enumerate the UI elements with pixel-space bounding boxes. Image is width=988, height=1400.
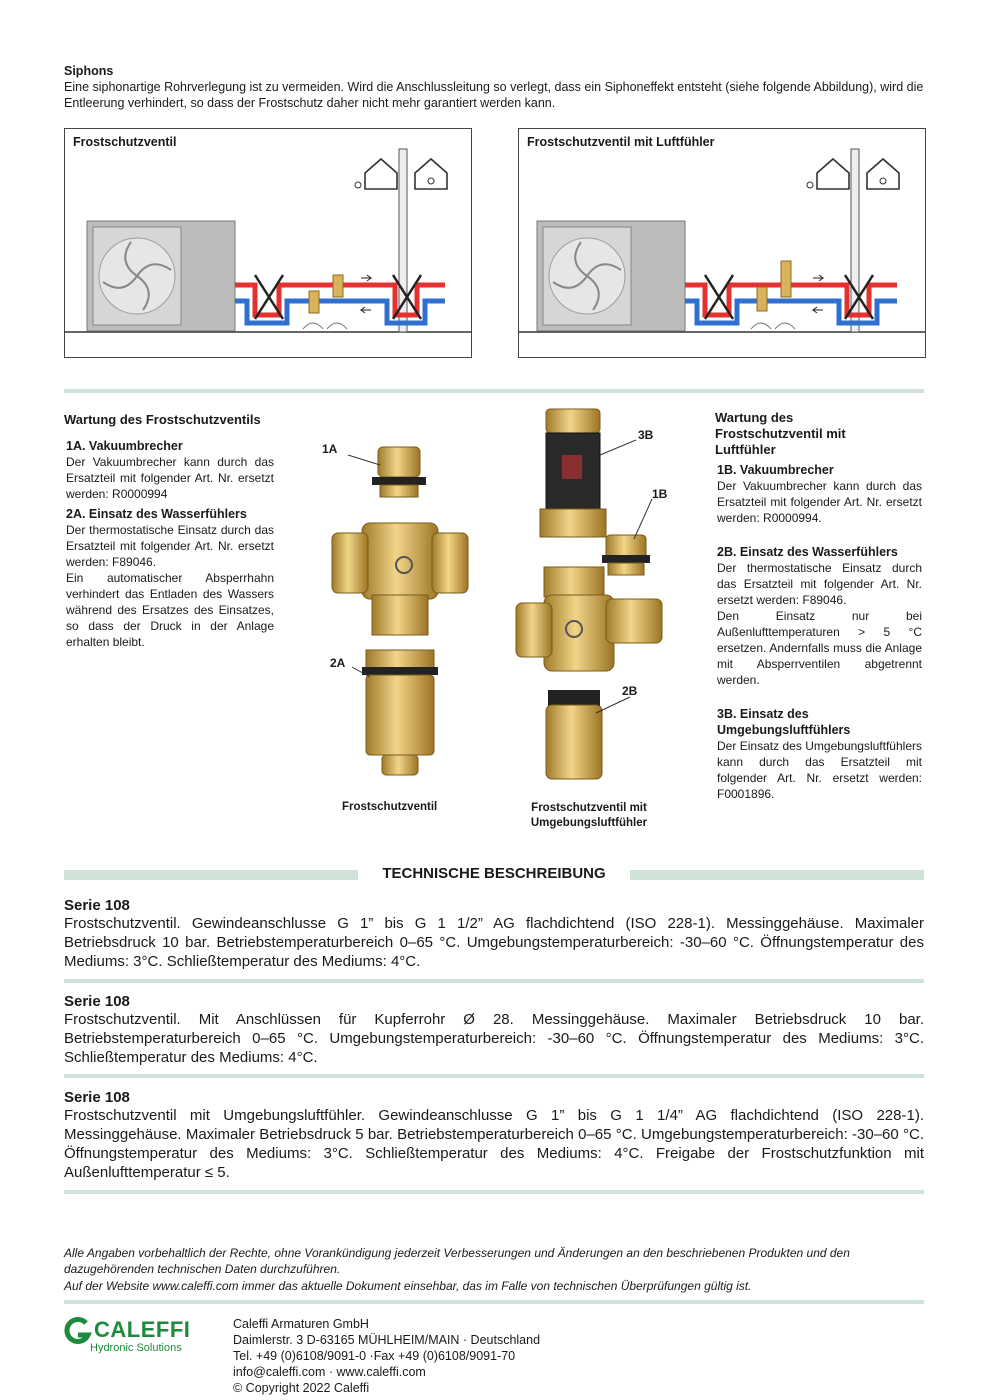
item-heading: 2A. Einsatz des Wasserfühlers bbox=[66, 507, 247, 521]
label-1b: 1B bbox=[652, 487, 668, 501]
item-heading: 1B. Vakuumbrecher bbox=[717, 463, 834, 477]
caption-right: Frostschutzventil mit Umgebungsluftfühler bbox=[530, 802, 648, 829]
company-street: Daimlerstr. 3 D-63165 MÜHLHEIM/MAIN · Deutschland bbox=[233, 1333, 541, 1347]
company-address bbox=[233, 1316, 540, 1396]
company-web[interactable]: info@caleffi.com · www.caleffi.com bbox=[233, 1365, 426, 1379]
diagram-frostschutzventil bbox=[64, 128, 472, 358]
siphon-illustration bbox=[519, 129, 925, 357]
section-divider bbox=[64, 979, 924, 983]
logo-tagline: Hydronic Solutions bbox=[90, 1342, 182, 1354]
label-1a: 1A bbox=[322, 442, 338, 456]
series-title: Serie 108 bbox=[64, 993, 130, 1010]
series-block bbox=[64, 1089, 924, 1182]
siphon-illustration bbox=[65, 129, 471, 357]
section-divider bbox=[64, 1074, 924, 1078]
item-heading: 1A. Vakuumbrecher bbox=[66, 439, 183, 453]
diagram-title: Frostschutzventil bbox=[73, 135, 177, 149]
maintenance-left-title: Wartung des Frostschutzventils bbox=[64, 412, 261, 427]
heading-bar-right bbox=[630, 870, 924, 880]
product-illustration bbox=[300, 405, 700, 835]
series-block bbox=[64, 993, 924, 1067]
caleffi-logo bbox=[64, 1317, 224, 1357]
label-2b: 2B bbox=[622, 684, 638, 698]
item-heading: 3B. Einsatz des Umgebungsluftfühlers bbox=[717, 707, 851, 737]
maintenance-right-items bbox=[717, 462, 922, 802]
diagram-title: Frostschutzventil mit Luftfühler bbox=[527, 135, 715, 149]
siphons-title: Siphons bbox=[64, 64, 114, 78]
company-phone: Tel. +49 (0)6108/9091-0 ·Fax +49 (0)6108/9091-70 bbox=[233, 1349, 516, 1363]
logo-wordmark: CALEFFI bbox=[94, 1317, 191, 1342]
label-2a: 2A bbox=[330, 656, 346, 670]
section-divider bbox=[64, 1190, 924, 1194]
item-text: Der Vakuumbrecher kann durch das Ersatzteil mit folgender Art. Nr. ersetzt werden: R0000994 bbox=[66, 455, 274, 501]
company-name: Caleffi Armaturen GmbH bbox=[233, 1317, 369, 1331]
section-divider bbox=[64, 1300, 924, 1304]
series-title: Serie 108 bbox=[64, 897, 130, 914]
section-divider bbox=[64, 389, 924, 393]
caleffi-logo-icon bbox=[64, 1317, 92, 1345]
series-title: Serie 108 bbox=[64, 1089, 130, 1106]
maintenance-right-title: Wartung des Frostschutzventil mit Luftfühler bbox=[715, 410, 846, 457]
series-text: Frostschutzventil. Gewindeanschlusse G 1” bis G 1 1/2” AG flachdichtend (ISO 228-1). Messinggehäuse. Maximaler Betriebsdruck 10 bar. Betriebstemperaturbereich 0–65 °C. Umgebungstemperaturbereich: -30–60 °C. Öffnungstemperatur des Mediums: 3°C. Schließtemperatur des Mediums: 4°C. bbox=[64, 915, 924, 970]
heading-bar-left bbox=[64, 870, 358, 880]
copyright: © Copyright 2022 Caleffi bbox=[233, 1381, 370, 1395]
item-text: Der thermostatische Einsatz durch das Ersatzteil mit folgender Art. Nr. ersetzt werden: F89046. Den Einsatz nur bei Außenlufttemperaturen > 5 °C ersetzen. Andernfalls muss die Anlage mit Absperrventilen abgetrennt werden. bbox=[717, 561, 922, 687]
item-text: Der thermostatische Einsatz durch das Ersatzteil mit folgender Art. Nr. ersetzt werden: F89046. Ein automatischer Absperrhahn verhindert das Entladen des Wassers während des Ersatzes des Einsatzes, so dass der Druck in der Anlage erhalten bleibt. bbox=[66, 523, 274, 649]
item-text: Der Einsatz des Umgebungsluftfühlers kann durch das Ersatzteil mit folgender Art. Nr. ersetzt werden: F0001896. bbox=[717, 739, 922, 801]
maintenance-left-items bbox=[66, 438, 274, 650]
series-text: Frostschutzventil. Mit Anschlüssen für Kupferrohr Ø 28. Messinggehäuse. Maximaler Betriebsdruck 10 bar. Betriebstemperaturbereich 0–65 °C. Umgebungstemperaturbereich: -30–60 °C. Öffnungstemperatur des Mediums: 3°C. Schließtemperatur des Mediums: 4°C. bbox=[64, 1011, 924, 1066]
series-text: Frostschutzventil mit Umgebungsluftfühler. Gewindeanschlusse G 1” bis G 1 1/4” AG flachdichtend (ISO 228-1). Messinggehäuse. Maximaler Betriebsdruck 5 bar. Betriebstemperaturbereich 0–65 °C. Umgebungstemperaturbereich: -30–60 °C. Öffnungstemperatur des Mediums: 3°C. Schließtemperatur des Mediums: 4°C. Freigabe der Frostschutzfunktion mit Außenlufttemperatur ≤ 5. bbox=[64, 1107, 924, 1181]
disclaimer-text: Alle Angaben vorbehaltlich der Rechte, ohne Vorankündigung jederzeit Verbesserungen und Änderungen an den beschriebenen Produkten und den dazugehörenden technischen Daten durchzuführen. bbox=[64, 1246, 850, 1276]
diagram-frostschutzventil-luftfuehler bbox=[518, 128, 926, 358]
disclaimer-website: Auf der Website www.caleffi.com immer das aktuelle Dokument einsehbar, das im Falle von technischen Überprüfungen gültig ist. bbox=[64, 1279, 752, 1293]
tech-heading: TECHNISCHE BESCHREIBUNG bbox=[382, 865, 606, 882]
label-3b: 3B bbox=[638, 428, 654, 442]
item-text: Der Vakuumbrecher kann durch das Ersatzteil mit folgender Art. Nr. ersetzt werden: R0000994. bbox=[717, 479, 922, 525]
siphons-text: Eine siphonartige Rohrverlegung ist zu vermeiden. Wird die Anschlussleitung so verlegt, dass ein Siphoneffekt entsteht (siehe folgende Abbildung), wird die Entleerung verhindert, so dass der Frostschutz daher nicht mehr garantiert werden kann. bbox=[64, 80, 924, 110]
series-block bbox=[64, 897, 924, 971]
caption-left: Frostschutzventil bbox=[342, 801, 438, 813]
item-heading: 2B. Einsatz des Wasserfühlers bbox=[717, 545, 898, 559]
